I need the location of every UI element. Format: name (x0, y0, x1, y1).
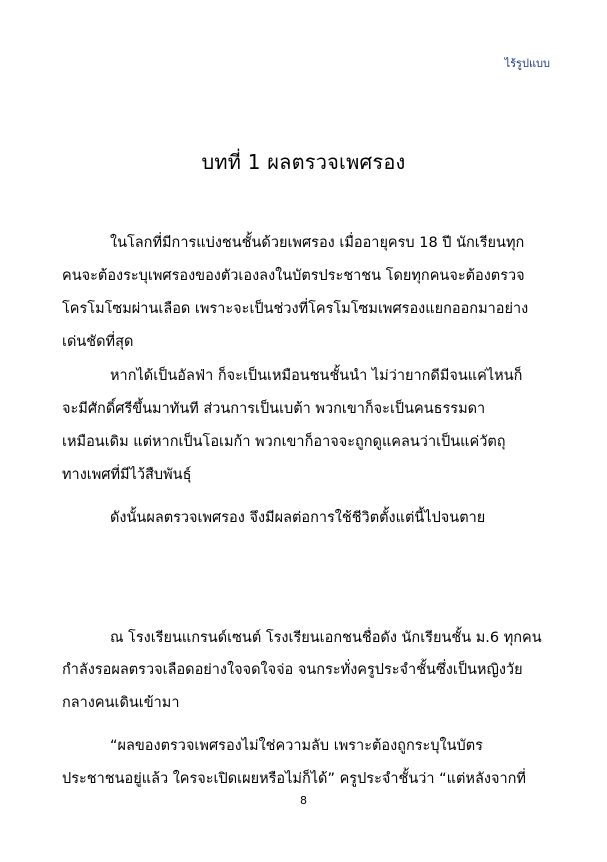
chapter-title: บทที่ 1 ผลตรวจเพศรอง (201, 150, 406, 174)
body-line: กำลังรอผลตรวจเลือดอย่างใจจดใจจ่อ จนกระทั่งครูประจำชั้นซึ่งเป็นหญิงวัย (62, 662, 523, 678)
body-line: หากได้เป็นอัลฟ่า ก็จะเป็นเหมือนชนชั้นนำ ไม่ว่ายากดีมีจนแค่ไหนก็ (110, 368, 523, 384)
body-line: จะมีศักดิ์ศรีขึ้นมาทันที ส่วนการเป็นเบต้า พวกเขาก็จะเป็นคนธรรมดา (62, 401, 486, 417)
body-line: กลางคนเดินเข้ามา (62, 695, 180, 711)
body-line: เด่นชัดที่สุด (62, 334, 134, 350)
body-line: ในโลกที่มีการแบ่งชนชั้นด้วยเพศรอง เมื่ออายุครบ 18 ปี นักเรียนทุก (110, 235, 525, 251)
body-line: เหมือนเดิม แต่หากเป็นโอเมก้า พวกเขาก็อาจจะถูกดูแคลนว่าเป็นแค่วัตถุ (62, 434, 506, 450)
page-number: 8 (300, 794, 307, 807)
body-line: “ผลของตรวจเพศรองไม่ใช่ความลับ เพราะต้องถูกระบุในบัตร (110, 738, 483, 754)
body-line: ณ โรงเรียนแกรนด์เซนต์ โรงเรียนเอกชนชื่อดัง นักเรียนชั้น ม.6 ทุกคน (110, 630, 542, 646)
body-line: ประชาชนอยู่แล้ว ใครจะเปิดเผยหรือไม่ก็ได้” ครูประจำชั้นว่า “แต่หลังจากที่ (62, 771, 526, 787)
body-line: ดังนั้นผลตรวจเพศรอง จึงมีผลต่อการใช้ชีวิตตั้งแต่นี้ไปจนตาย (110, 510, 486, 526)
body-line: คนจะต้องระบุเพศรองของตัวเองลงในบัตรประชาชน โดยทุกคนจะต้องตรวจ (62, 268, 525, 284)
body-line: โครโมโซมผ่านเลือด เพราะจะเป็นช่วงที่โครโมโซมเพศรองแยกออกมาอย่าง (62, 301, 529, 317)
body-line: ทางเพศที่มีไว้สืบพันธุ์ (62, 467, 192, 483)
running-header: ไร้รูปแบบ (504, 57, 550, 70)
